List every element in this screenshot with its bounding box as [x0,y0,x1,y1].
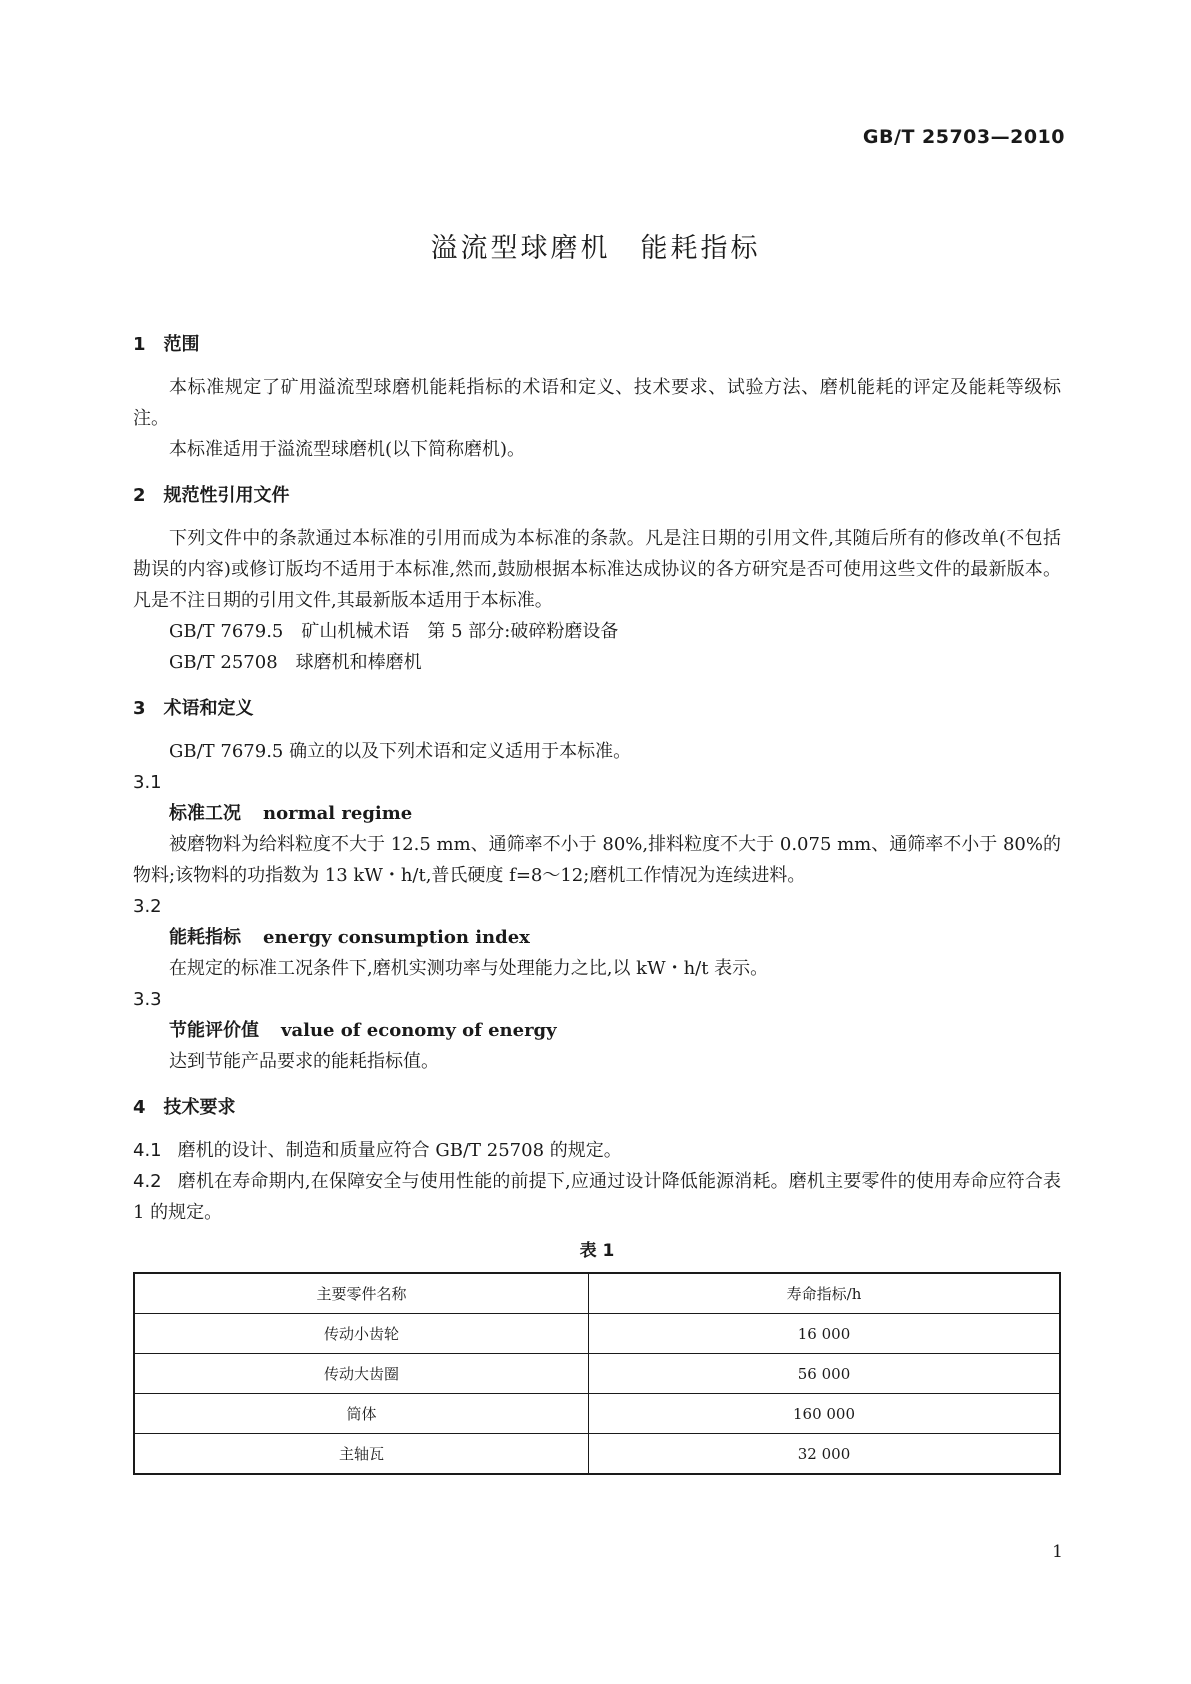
clause-number: 4.2 [133,1171,162,1192]
part-name-cell: 传动大齿圈 [134,1354,589,1394]
terms-intro-paragraph: GB/T 7679.5 确立的以及下列术语和定义适用于本标准。 [169,741,632,762]
references-paragraph: 下列文件中的条款通过本标准的引用而成为本标准的条款。凡是注日期的引用文件,其随后所有的修改单(不包括勘误的内容)或修订版均不适用于本标准,然而,鼓励根据本标准达成协议的各方研究是否可使用这些文件的最新版本。凡是不注日期的引用文件,其最新版本适用于本标准。 [133,528,1061,611]
standard-number: GB/T 25703—2010 [862,126,1065,148]
service-life-cell: 56 000 [589,1354,1061,1394]
term-english: value of economy of energy [281,1020,557,1041]
term-definition: 在规定的标准工况条件下,磨机实测功率与处理能力之比,以 kW・h/t 表示。 [169,958,769,979]
section-heading-terms: 3 术语和定义 [133,698,254,719]
term-chinese: 节能评价值 [169,1020,259,1041]
term-definition: 被磨物料为给料粒度不大于 12.5 mm、通筛率不小于 80%,排料粒度不大于 0.075 mm、通筛率不小于 80%的物料;该物料的功指数为 13 kW・h/t,普氏硬度 f=8～12;磨机工作情况为连续进料。 [133,834,1061,886]
scope-paragraph-2: 本标准适用于溢流型球磨机(以下简称磨机)。 [169,439,526,460]
term-english: energy consumption index [263,927,530,948]
term-heading [133,922,1061,953]
part-name-cell: 筒体 [134,1394,589,1434]
clause-text: 磨机在寿命期内,在保障安全与使用性能的前提下,应通过设计降低能源消耗。磨机主要零件的使用寿命应符合表 1 的规定。 [133,1171,1061,1223]
section-heading-normative-references: 2 规范性引用文件 [133,485,290,506]
term-english: normal regime [263,803,413,824]
clause-number: 3.2 [133,896,162,917]
term-chinese: 标准工况 [169,803,241,824]
clause-4-1 [133,1135,1061,1166]
clause-number: 4.1 [133,1140,162,1161]
term-heading [133,1015,1061,1046]
section-heading-technical-requirements: 4 技术要求 [133,1097,236,1118]
table-caption: 表 1 [579,1241,615,1261]
table-row [134,1394,1060,1434]
term-heading [133,798,1061,829]
table-row [134,1354,1060,1394]
service-life-cell: 160 000 [589,1394,1061,1434]
part-name-cell: 主轴瓦 [134,1434,589,1475]
table-header-cell: 主要零件名称 [134,1273,589,1314]
part-name-cell: 传动小齿轮 [134,1314,589,1354]
clause-number: 3.1 [133,772,162,793]
table-row [134,1434,1060,1475]
service-life-cell: 16 000 [589,1314,1061,1354]
section-heading-scope: 1 范围 [133,334,200,355]
clause-text: 磨机的设计、制造和质量应符合 GB/T 25708 的规定。 [177,1140,622,1161]
term-definition: 达到节能产品要求的能耗指标值。 [169,1051,439,1072]
table-row [134,1314,1060,1354]
clause-4-2 [133,1166,1061,1228]
reference-item: GB/T 25708 球磨机和棒磨机 [169,652,422,673]
reference-item: GB/T 7679.5 矿山机械术语 第 5 部分:破碎粉磨设备 [169,621,619,642]
document-title: 溢流型球磨机 能耗指标 [430,233,761,264]
table-header-row [134,1273,1060,1314]
term-chinese: 能耗指标 [169,927,241,948]
table-header-cell: 寿命指标/h [589,1273,1061,1314]
page-number: 1 [1052,1542,1063,1562]
service-life-table [133,1272,1061,1475]
clause-number: 3.3 [133,989,162,1010]
service-life-cell: 32 000 [589,1434,1061,1475]
scope-paragraph-1: 本标准规定了矿用溢流型球磨机能耗指标的术语和定义、技术要求、试验方法、磨机能耗的评定及能耗等级标注。 [133,377,1061,429]
document-body [133,330,1061,1475]
